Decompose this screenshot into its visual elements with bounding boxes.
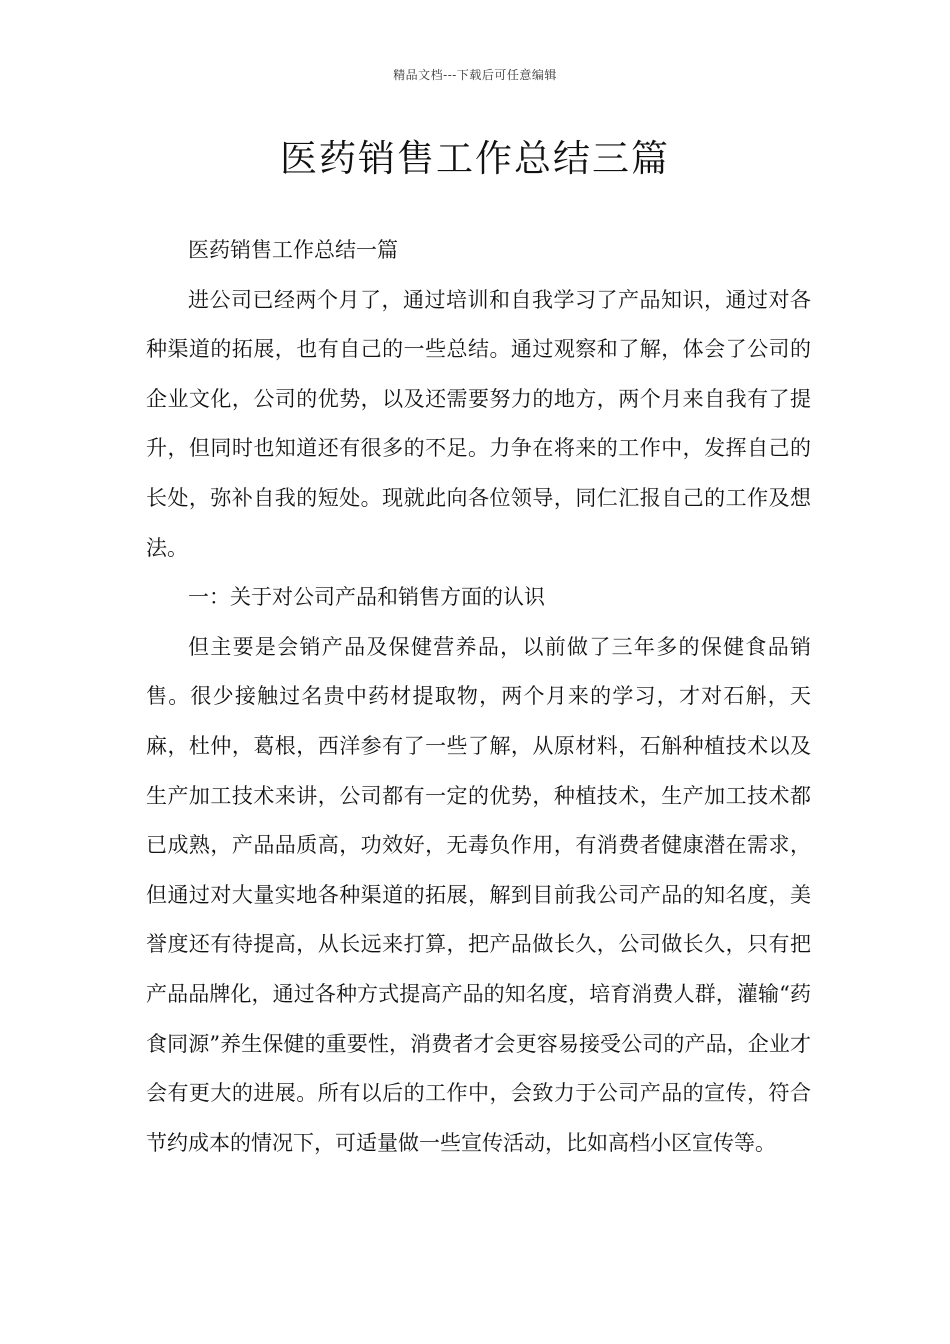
document-body: [146, 226, 811, 1168]
header-note: 精品文档---下载后可任意编辑: [393, 68, 557, 82]
section-heading: 医药销售工作总结一篇: [188, 238, 398, 262]
body-paragraph: 但主要是会销产品及保健营养品，以前做了三年多的保健食品销售。很少接触过名贵中药材提取物，两个月来的学习，才对石斛，天麻，杜仲，葛根，西洋参有了一些了解，从原材料，石斛种植技术以及生产加工技术来讲，公司都有一定的优势，种植技术，生产加工技术都已成熟，产品品质高，功效好，无毒负作用，有消费者健康潜在需求，但通过对大量实地各种渠道的拓展，解到目前我公司产品的知名度，美誉度还有待提高，从长远来打算，把产品做长久，公司做长久，只有把产品品牌化，通过各种方式提高产品的知名度，培育消费人群，灌输“药食同源”养生保健的重要性，消费者才会更容易接受公司的产品，企业才会有更大的进展。所有以后的工作中，会致力于公司产品的宣传，符合节约成本的情况下，可适量做一些宣传活动，比如高档小区宣传等。: [146, 634, 811, 1155]
body-paragraph: 进公司已经两个月了，通过培训和自我学习了产品知识，通过对各种渠道的拓展，也有自己的一些总结。通过观察和了解，体会了公司的企业文化，公司的优势，以及还需要努力的地方，两个月来自我有了提升，但同时也知道还有很多的不足。力争在将来的工作中，发挥自己的长处，弥补自我的短处。现就此向各位领导，同仁汇报自己的工作及想法。: [146, 287, 811, 560]
section-heading: 一：关于对公司产品和销售方面的认识: [188, 585, 545, 610]
document-title: 医药销售工作总结三篇: [280, 137, 670, 180]
